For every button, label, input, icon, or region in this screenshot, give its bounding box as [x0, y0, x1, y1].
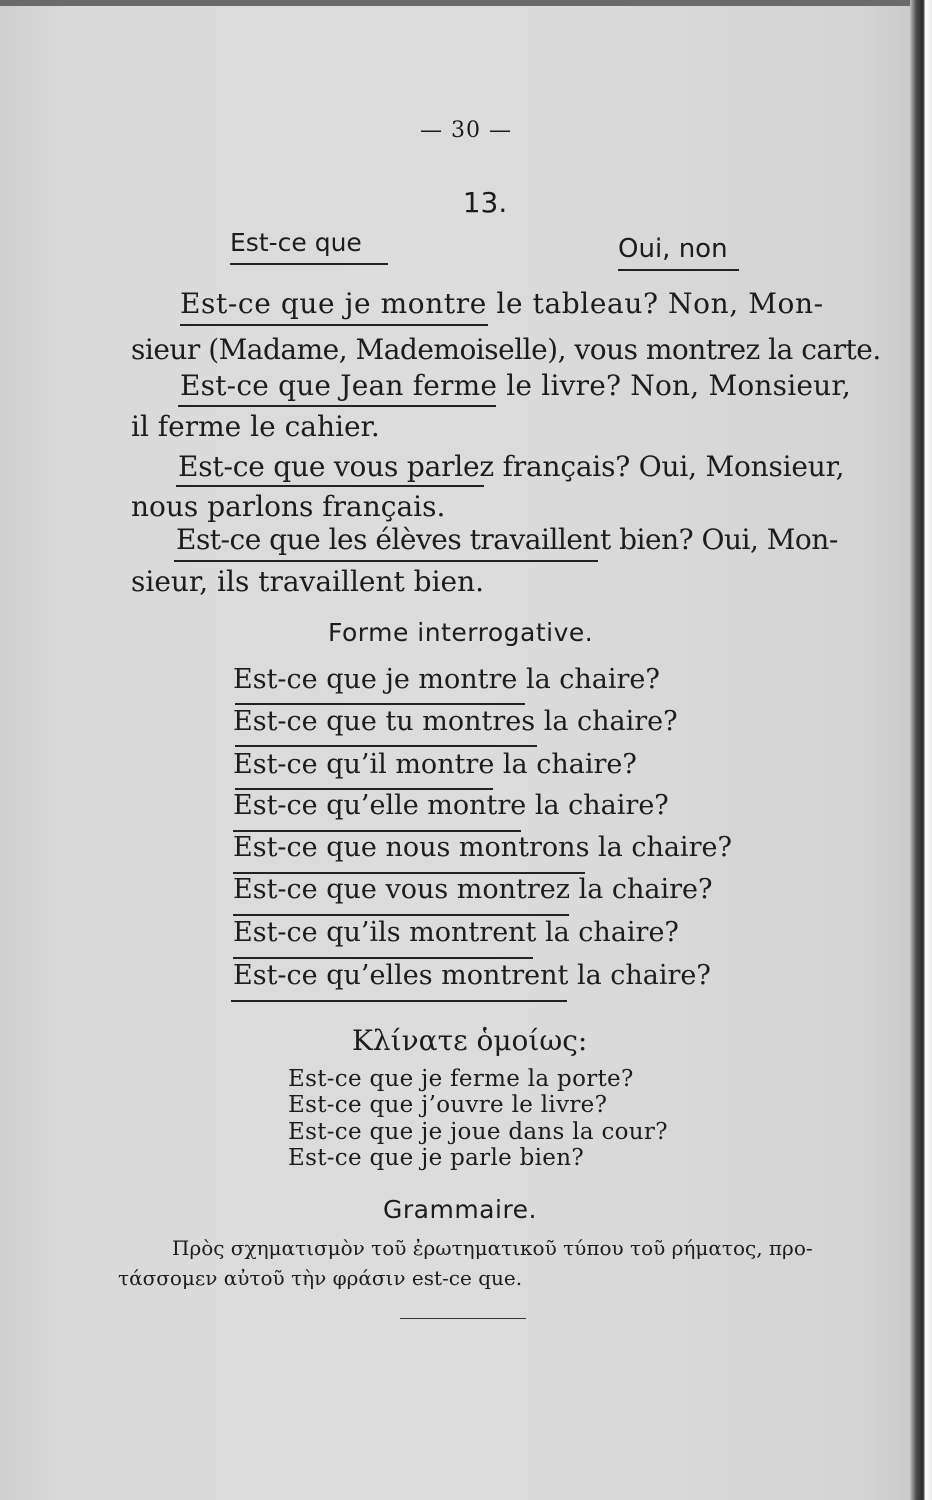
- page-number: — 30 —: [420, 118, 512, 143]
- conjugation-underline-7: [233, 957, 533, 959]
- paragraph-underline-4: [174, 560, 598, 562]
- paragraph-line-3: Est-ce que Jean ferme le livre? Non, Monsieur,: [180, 369, 851, 402]
- conjugation-underline-8: [231, 1000, 567, 1002]
- end-divider: [400, 1318, 526, 1319]
- conjugation-line-3: Est-ce qu’il montre la chaire?: [233, 749, 637, 780]
- exercise-line-4: Est-ce que je parle bien?: [288, 1145, 584, 1171]
- forme-interrogative-title: Forme interrogative.: [328, 618, 594, 647]
- conjugation-underline-6: [233, 914, 569, 916]
- paragraph-underline-3: [176, 485, 484, 487]
- conjugation-line-7: Est-ce qu’ils montrent la chaire?: [233, 917, 679, 948]
- heading-est-ce-que: Est-ce que: [230, 228, 362, 257]
- book-spine-edge: [910, 0, 932, 1500]
- conjugation-line-8: Est-ce qu’elles montrent la chaire?: [233, 960, 711, 991]
- paragraph-underline-2: [178, 405, 496, 407]
- heading-left-underline: [230, 263, 388, 265]
- lesson-number: 13.: [462, 186, 508, 219]
- paragraph-underline-1: [180, 324, 488, 326]
- conjugation-underline-1: [235, 703, 525, 705]
- paragraph-line-5: Est-ce que vous parlez français? Oui, Monsieur,: [178, 450, 845, 483]
- exercise-line-2: Est-ce que j’ouvre le livre?: [288, 1092, 608, 1118]
- conjugation-line-5: Est-ce que nous montrons la chaire?: [233, 832, 732, 863]
- paragraph-line-1: Est-ce que je montre le tableau? Non, Mon-: [180, 287, 824, 320]
- heading-oui-non: Oui, non: [618, 234, 728, 264]
- paragraph-line-7: Est-ce que les élèves travaillent bien? Oui, Mon-: [176, 523, 838, 556]
- paragraph-line-2: sieur (Madame, Mademoiselle), vous montrez la carte.: [131, 333, 881, 366]
- klinate-omoios-title: Κλίνατε ὁμοίως:: [352, 1024, 588, 1057]
- conjugation-underline-2: [235, 745, 537, 747]
- exercise-line-1: Est-ce que je ferme la porte?: [288, 1066, 634, 1092]
- paragraph-line-8: sieur, ils travaillent bien.: [131, 565, 485, 598]
- exercise-line-3: Est-ce que je joue dans la cour?: [288, 1119, 668, 1145]
- conjugation-line-6: Est-ce que vous montrez la chaire?: [233, 874, 713, 905]
- paragraph-line-6: nous parlons français.: [131, 490, 446, 523]
- conjugation-line-2: Est-ce que tu montres la chaire?: [233, 706, 678, 737]
- heading-right-underline: [618, 269, 739, 271]
- page-top-edge: [0, 0, 932, 6]
- paragraph-line-4: il ferme le cahier.: [131, 410, 380, 443]
- grammar-rule-line-2: τάσσομεν αὐτοῦ τὴν φράσιν est-ce que.: [118, 1266, 523, 1290]
- conjugation-line-1: Est-ce que je montre la chaire?: [233, 664, 660, 695]
- conjugation-line-4: Est-ce qu’elle montre la chaire?: [233, 790, 669, 821]
- grammaire-title: Grammaire.: [383, 1195, 537, 1224]
- grammar-rule-line-1: Πρὸς σχηματισμὸν τοῦ ἐρωτηματικοῦ τύπου τοῦ ρήματος, προ-: [172, 1236, 813, 1260]
